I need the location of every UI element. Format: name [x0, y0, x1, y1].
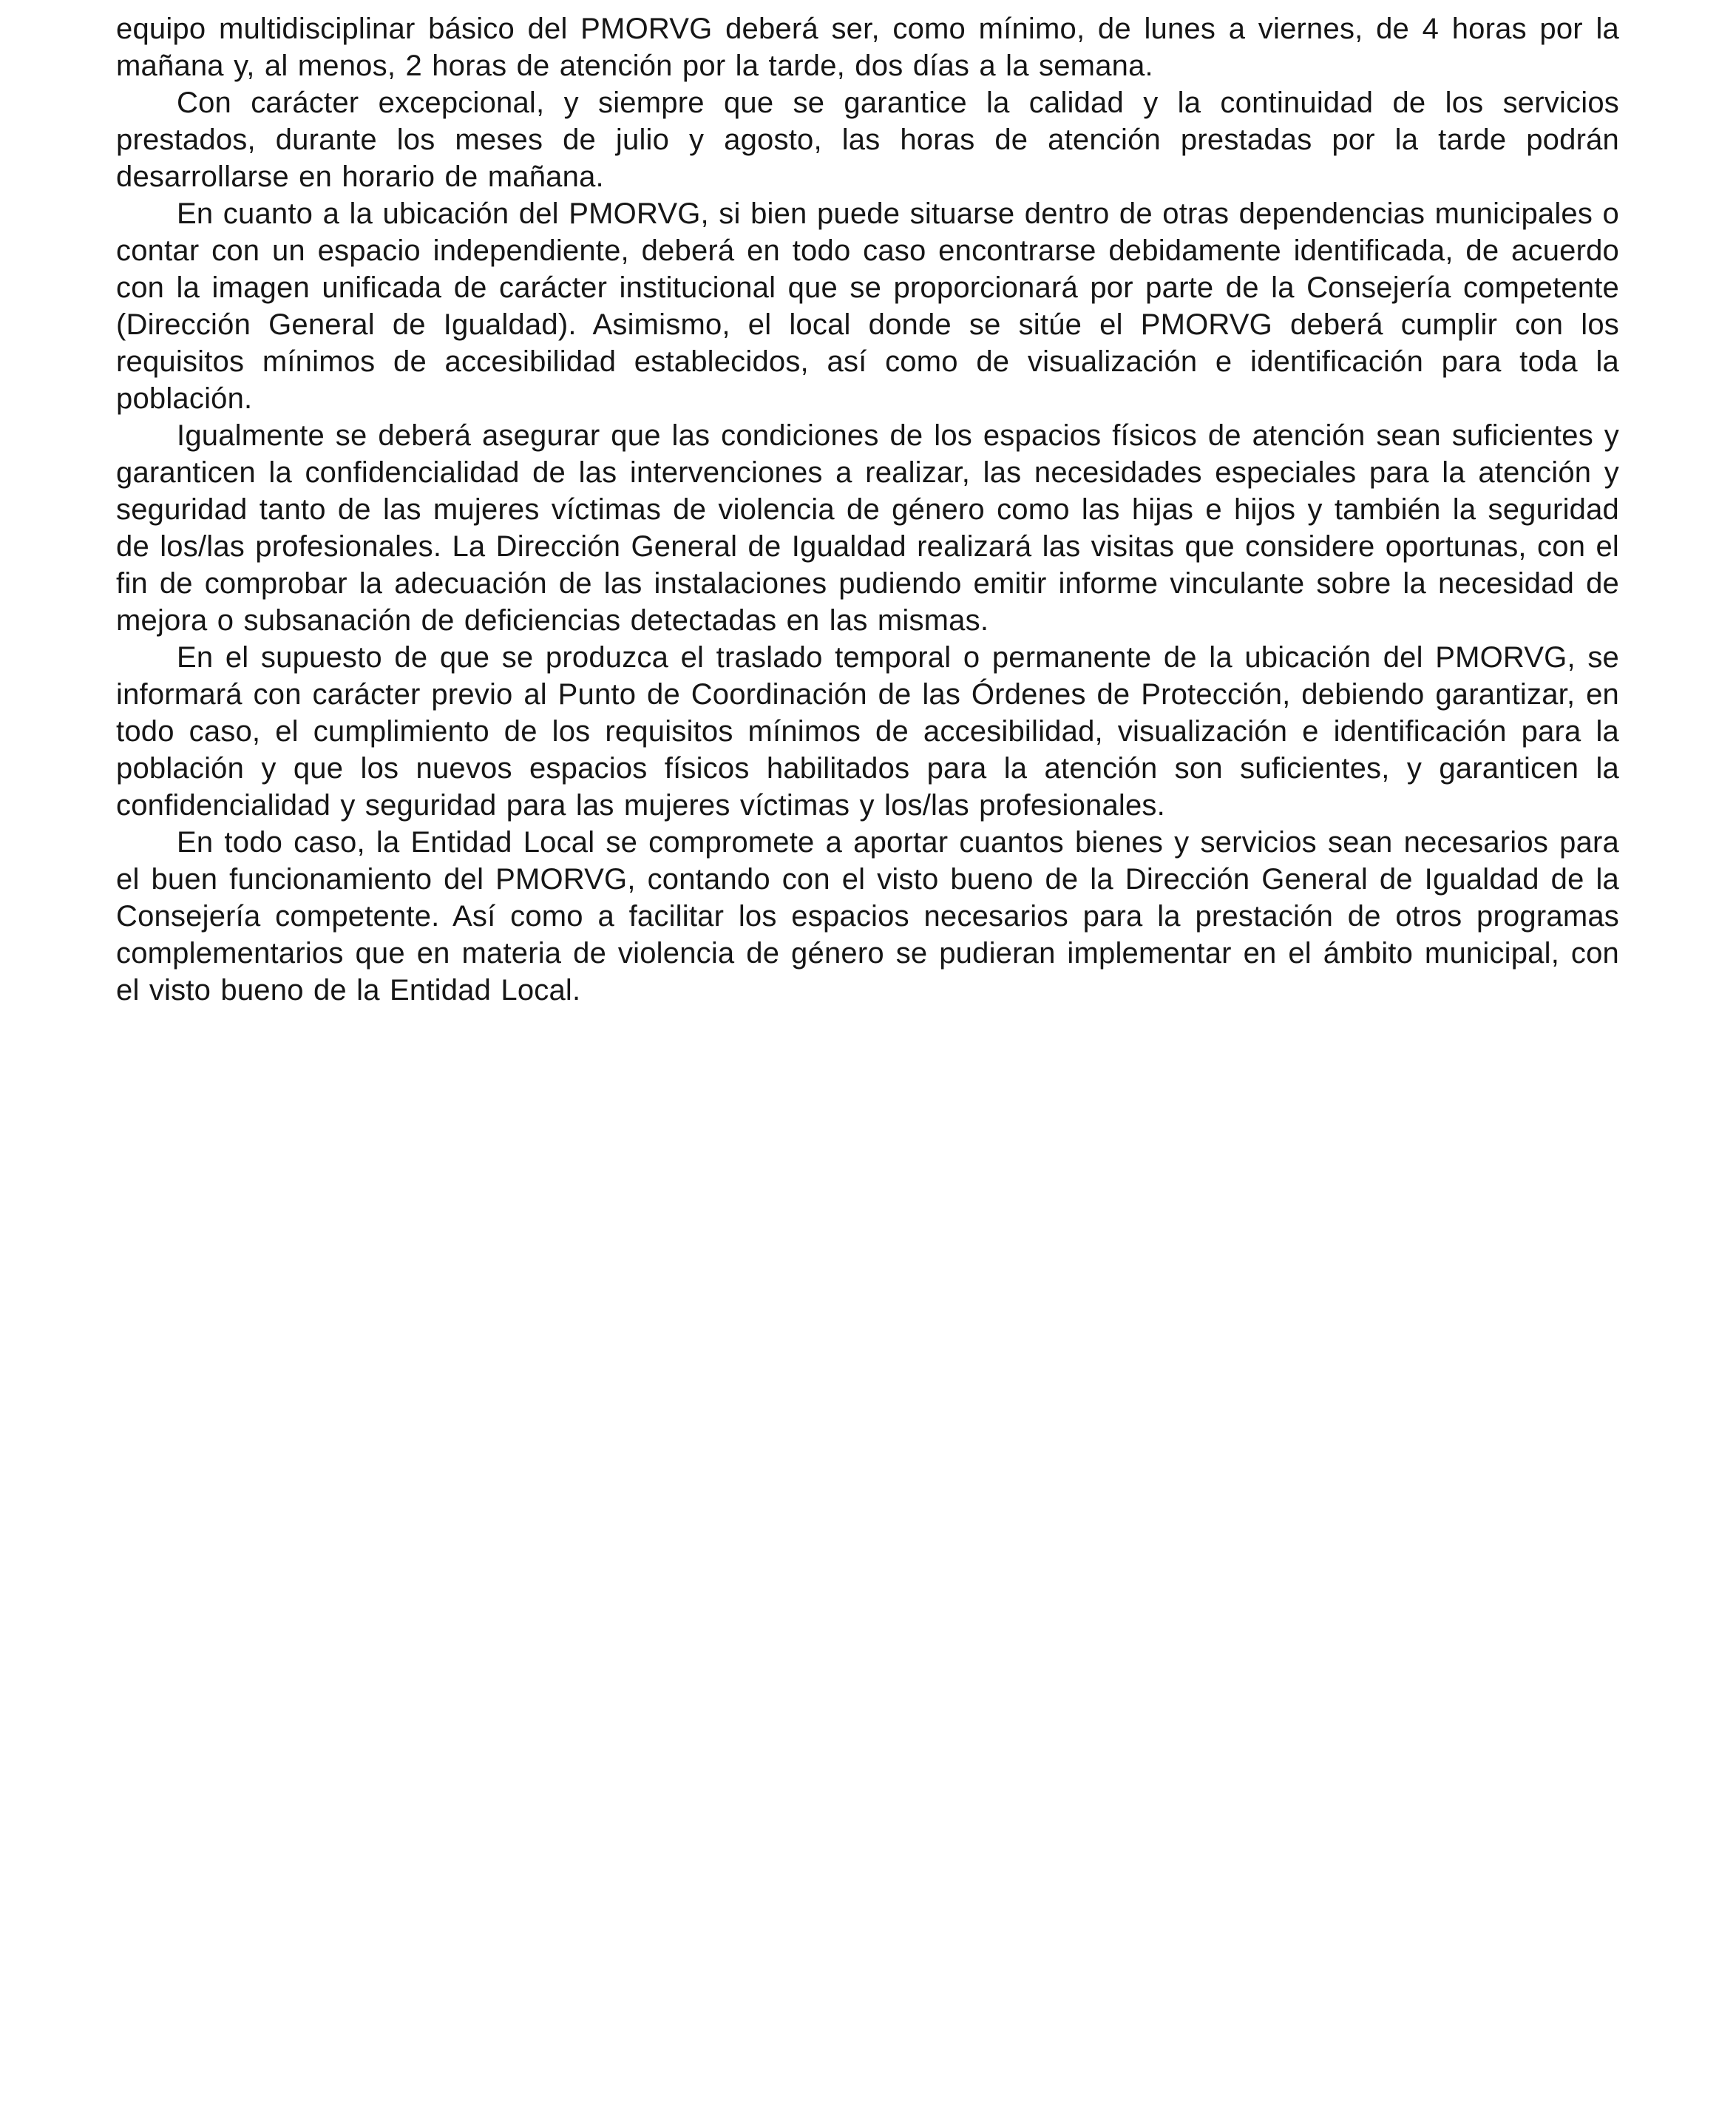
paragraph-continuation: equipo multidisciplinar básico del PMORVG deberá ser, como mínimo, de lunes a viernes, de 4 horas por la mañana y, al menos, 2 horas de atención por la tarde, dos días a la semana.	[116, 13, 1619, 82]
paragraph-ubicacion-pmorvg: En cuanto a la ubicación del PMORVG, si bien puede situarse dentro de otras dependencias municipales o contar con un espacio independiente, deberá en todo caso encontrarse debidamente identificada, de acuerdo con la imagen unificada de carácter institucional que se proporcionará por parte de la Consejería competente (Dirección General de Igualdad). Asimismo, el local donde se sitúe el PMORVG deberá cumplir con los requisitos mínimos de accesibilidad establecidos, así como de visualización e identificación para toda la población.	[116, 197, 1619, 415]
paragraph-traslado-ubicacion: En el supuesto de que se produzca el traslado temporal o permanente de la ubicación del PMORVG, se informará con carácter previo al Punto de Coordinación de las Órdenes de Protección, debiendo garantizar, en todo caso, el cumplimiento de los requisitos mínimos de accesibilidad, visualización e identificación para la población y que los nuevos espacios físicos habilitados para la atención son suficientes, y garanticen la confidencialidad y seguridad para las mujeres víctimas y los/las profesionales.	[116, 641, 1619, 822]
paragraph-caracter-excepcional: Con carácter excepcional, y siempre que se garantice la calidad y la continuidad de los servicios prestados, durante los meses de julio y agosto, las horas de atención prestadas por la tarde podrán desarrollarse en horario de mañana.	[116, 87, 1619, 193]
paragraph-entidad-local: En todo caso, la Entidad Local se compromete a aportar cuantos bienes y servicios sean necesarios para el buen funcionamiento del PMORVG, contando con el visto bueno de la Dirección General de Igualdad de la Consejería competente. Así como a facilitar los espacios necesarios para la prestación de otros programas complementarios que en materia de violencia de género se pudieran implementar en el ámbito municipal, con el visto bueno de la Entidad Local.	[116, 826, 1619, 1007]
paragraph-condiciones-espacios: Igualmente se deberá asegurar que las condiciones de los espacios físicos de atención sean suficientes y garanticen la confidencialidad de las intervenciones a realizar, las necesidades especiales para la atención y seguridad tanto de las mujeres víctimas de violencia de género como las hijas e hijos y también la seguridad de los/las profesionales. La Dirección General de Igualdad realizará las visitas que considere oportunas, con el fin de comprobar la adecuación de las instalaciones pudiendo emitir informe vinculante sobre la necesidad de mejora o subsanación de deficiencias detectadas en las mismas.	[116, 419, 1619, 637]
